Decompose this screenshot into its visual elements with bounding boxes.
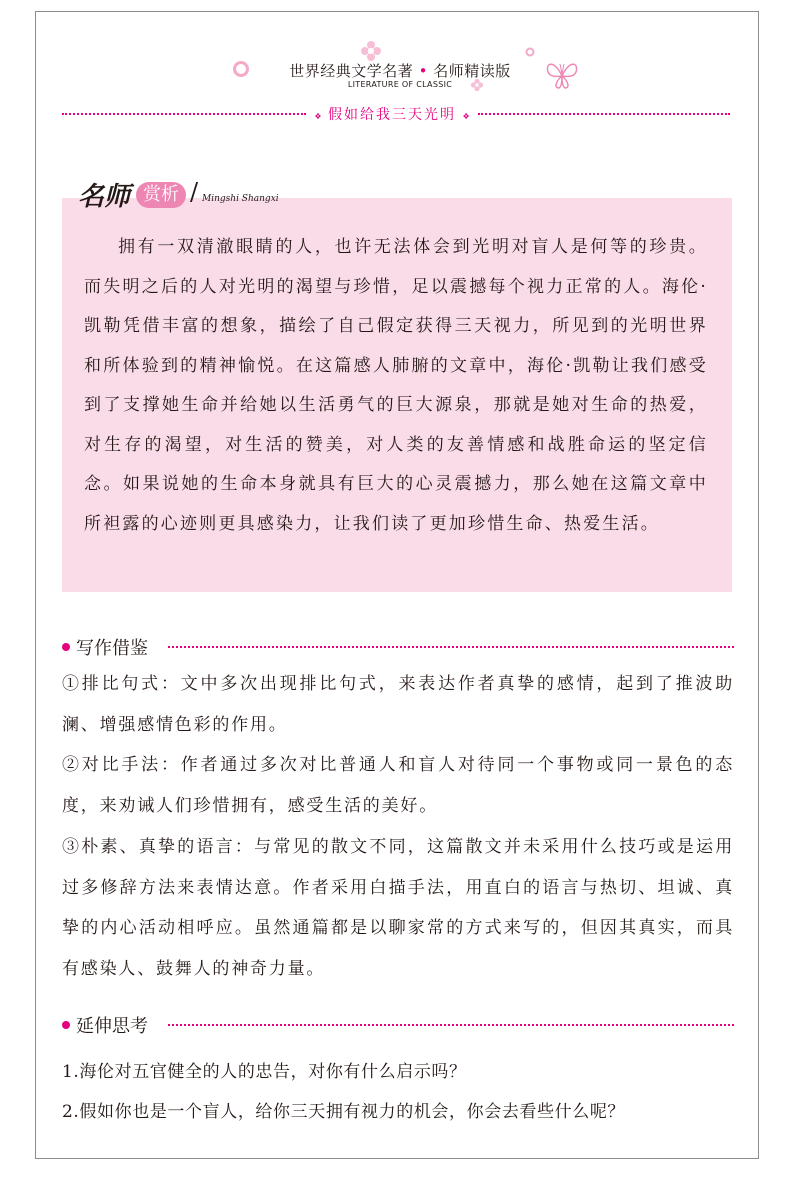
butterfly-icon [543,58,581,92]
writing-item: ①排比句式：文中多次出现排比句式，来表达作者真挚的感情，起到了推波助澜、增强感情色彩的作用。 [62,674,734,735]
thinking-heading-label: 延伸思考 [76,1016,148,1037]
analysis-text: 拥有一双清澈眼睛的人，也许无法体会到光明对盲人是何等的珍贵。而失明之后的人对光明的渴望与珍惜，足以震撼每个视力正常的人。海伦·凯勒凭借丰富的想象，描绘了自己假定获得三天视力，所见到的光明世界和所体验到的精神愉悦。在这篇感人肺腑的文章中，海伦·凯勒让我们感受到了支撑她生命并给她以生活勇气的巨大源泉，那就是她对生命的热爱，对生存的渴望，对生活的赞美，对人类的友善情感和战胜命运的坚定信念。如果说她的生命本身就具有巨大的心灵震撼力，那么她在这篇文章中所袒露的心迹则更具感染力，让我们读了更加珍惜生命、热爱生活。 [84,237,708,534]
writing-heading-label: 写作借鉴 [76,638,148,659]
thinking-list [62,1052,734,1132]
header-divider-right [478,113,730,115]
writing-heading [62,632,734,662]
heading-ming: 名师 [78,182,131,212]
bullet-icon [62,1021,70,1029]
header-divider-left [62,113,306,115]
book-title-text: 假如给我三天光明 [328,107,456,123]
page-header [0,0,790,130]
bullet-icon [62,643,70,651]
thinking-heading [62,1010,734,1040]
series-title [270,60,530,81]
book-title [306,104,478,124]
ornament-icon: ❖ [314,112,322,121]
ring-icon [525,47,535,57]
writing-item: ③朴素、真挚的语言：与常见的散文不同，这篇散文并未采用什么技巧或是运用过多修辞方法来表情达意。作者采用白描手法，用直白的语言与热切、坦诚、真挚的内心活动相呼应。虽然通篇都是以聊家常的方式来写的，但因其真实，而具有感染人、鼓舞人的神奇力量。 [62,836,734,979]
dotted-divider [168,646,734,648]
series-subtitle: LITERATURE OF CLASSIC [347,80,453,89]
heading-shang-badge: 赏析 [136,182,186,208]
writing-list [62,664,734,990]
series-dot: • [418,62,428,80]
flower-icon [360,40,382,62]
heading-slash: / [190,178,199,206]
dotted-divider [168,1024,734,1026]
writing-item: ②对比手法：作者通过多次对比普通人和盲人对待同一个事物或同一景色的态度，来劝诫人们珍惜拥有，感受生活的美好。 [62,755,734,817]
series-name: 世界经典文学名著 [289,62,414,80]
thinking-item: 2.假如你也是一个盲人，给你三天拥有视力的机会，你会去看些什么呢？ [62,1102,626,1122]
heading-pinyin: Mingshi Shangxi [202,194,279,204]
series-edition: 名师精读版 [433,62,511,80]
thinking-item: 1.海伦对五官健全的人的忠告，对你有什么启示吗？ [62,1062,467,1082]
ornament-icon: ❖ [462,112,470,121]
ring-icon [232,60,250,78]
